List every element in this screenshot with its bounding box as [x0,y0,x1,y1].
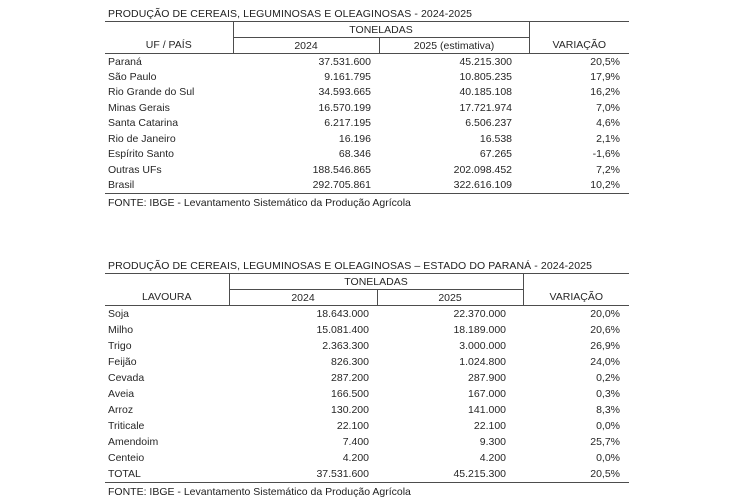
table-row [105,178,629,194]
cell-2024: 292.705.861 [233,178,379,194]
cell-label: Amendoim [108,436,159,449]
cell-2025: 10.805.235 [459,70,513,83]
cell-2024: 15.081.400 [316,323,369,336]
cell-2024: 7.400 [342,436,369,449]
table-block-ufs [105,8,629,209]
cell-label: Santa Catarina [108,117,179,130]
table-row [105,434,629,450]
table-row [105,418,629,434]
table-row [105,147,629,163]
table-row [105,338,629,354]
column-header-entity: UF / PAÍS [105,22,233,54]
cell-label: Triticale [108,420,145,433]
cell-label: Cevada [108,371,145,384]
cell-label: Aveia [108,388,135,401]
cell-2025: 22.100 [473,420,507,433]
cell-variation: 10,2% [529,178,629,194]
cell-variation: 16,2% [590,86,621,99]
cell-label: Outras UFs [108,163,162,176]
production-table-crops [105,273,629,483]
cell-label: Rio Grande do Sul [108,86,195,99]
cell-label: Trigo [108,339,132,352]
cell-variation: 7,2% [596,163,621,176]
table-row [105,85,629,101]
cell-2025: 67.265 [479,148,513,161]
cell-2025: 287.900 [468,371,507,384]
column-header-variation: VARIAÇÃO [523,274,629,306]
cell-label: Centeio [108,452,145,465]
column-header-2025: 2025 [377,290,523,306]
cell-variation: 7,0% [596,101,621,114]
header-row-group [105,22,629,38]
cell-label: Feijão [108,355,137,368]
cell-variation: -1,6% [592,148,621,161]
table-row [105,69,629,85]
cell-variation: 4,6% [596,117,621,130]
cell-variation: 0,0% [596,420,621,433]
cell-2025: 1.024.800 [459,355,507,368]
cell-2025: 141.000 [468,404,507,417]
table-row [105,116,629,132]
cell-2024: 826.300 [331,355,369,368]
cell-variation: 2,1% [596,132,621,145]
cell-label: Paraná [108,55,142,68]
cell-2024: 16.196 [338,132,371,145]
table-block-parana-crops [105,260,629,498]
table-row [105,370,629,386]
cell-2025: 17.721.974 [459,101,513,114]
table-row [105,354,629,370]
cell-variation: 24,0% [590,355,621,368]
cell-variation: 0,3% [596,388,621,401]
column-header-2025: 2025 (estimativa) [379,38,529,54]
table-body-crops [105,306,629,483]
table-row [105,54,629,70]
table-row [105,162,629,178]
cell-2025: 9.300 [479,436,507,449]
table-row [105,100,629,116]
production-table-ufs [105,21,629,194]
cell-2025: 4.200 [479,452,507,465]
table-title: PRODUÇÃO DE CEREAIS, LEGUMINOSAS E OLEAGINOSAS - 2024-2025 [108,8,473,20]
table-title: PRODUÇÃO DE CEREAIS, LEGUMINOSAS E OLEAGINOSAS – ESTADO DO PARANÁ - 2024-2025 [108,260,593,272]
cell-2024: 6.217.195 [324,117,371,130]
cell-2025: 3.000.000 [459,339,507,352]
cell-label: Milho [108,323,134,336]
cell-2025: 22.370.000 [453,307,507,320]
column-header-entity: LAVOURA [105,274,229,306]
table-row [105,306,629,322]
cell-2025: 45.215.300 [377,466,523,482]
table-row [105,131,629,147]
cell-2025: 202.098.452 [453,163,513,176]
cell-2024: 68.346 [338,148,371,161]
cell-label: Soja [108,307,130,320]
cell-2024: 4.200 [342,452,369,465]
cell-2025: 40.185.108 [459,86,513,99]
cell-2024: 188.546.865 [312,163,371,176]
cell-2024: 287.200 [331,371,369,384]
cell-2024: 2.363.300 [322,339,369,352]
cell-2025: 45.215.300 [459,55,513,68]
cell-variation: 8,3% [596,404,621,417]
cell-2025: 16.538 [479,132,513,145]
cell-2025: 322.616.109 [379,178,529,194]
cell-variation: 20,5% [523,466,629,482]
column-group-header-toneladas: TONELADAS [233,22,529,38]
table-row [105,322,629,338]
cell-variation: 26,9% [590,339,621,352]
cell-variation: 20,6% [590,323,621,336]
cell-2025: 6.506.237 [465,117,513,130]
cell-2024: 22.100 [336,420,369,433]
cell-variation: 20,5% [590,55,621,68]
cell-variation: 17,9% [590,70,621,83]
table-body-ufs [105,54,629,194]
cell-variation: 0,0% [596,452,621,465]
column-header-2024: 2024 [233,38,379,54]
cell-variation: 20,0% [590,307,621,320]
cell-label: São Paulo [108,70,157,83]
table-source: FONTE: IBGE - Levantamento Sistemático da Produção Agrícola [108,196,411,209]
cell-label: Arroz [108,404,134,417]
cell-2024: 166.500 [331,388,369,401]
cell-2024: 37.531.600 [229,466,377,482]
column-header-2024: 2024 [229,290,377,306]
cell-label: TOTAL [105,466,229,482]
cell-label: Espírito Santo [108,148,174,161]
header-row-group [105,274,629,290]
cell-2024: 16.570.199 [318,101,371,114]
table-row [105,450,629,466]
cell-2024: 130.200 [331,404,369,417]
table-row [105,466,629,482]
table-source: FONTE: IBGE - Levantamento Sistemático da Produção Agrícola [108,486,411,499]
cell-label: Rio de Janeiro [108,132,176,145]
cell-2024: 37.531.600 [318,55,371,68]
cell-variation: 25,7% [590,436,621,449]
cell-2024: 34.593.665 [318,86,371,99]
cell-2024: 18.643.000 [316,307,369,320]
table-row [105,402,629,418]
table-row [105,386,629,402]
cell-variation: 0,2% [596,371,621,384]
column-header-variation: VARIAÇÃO [529,22,629,54]
cell-label: Brasil [105,178,233,194]
column-group-header-toneladas: TONELADAS [229,274,523,290]
cell-label: Minas Gerais [108,101,170,114]
cell-2024: 9.161.795 [324,70,371,83]
cell-2025: 18.189.000 [453,323,507,336]
cell-2025: 167.000 [468,388,507,401]
